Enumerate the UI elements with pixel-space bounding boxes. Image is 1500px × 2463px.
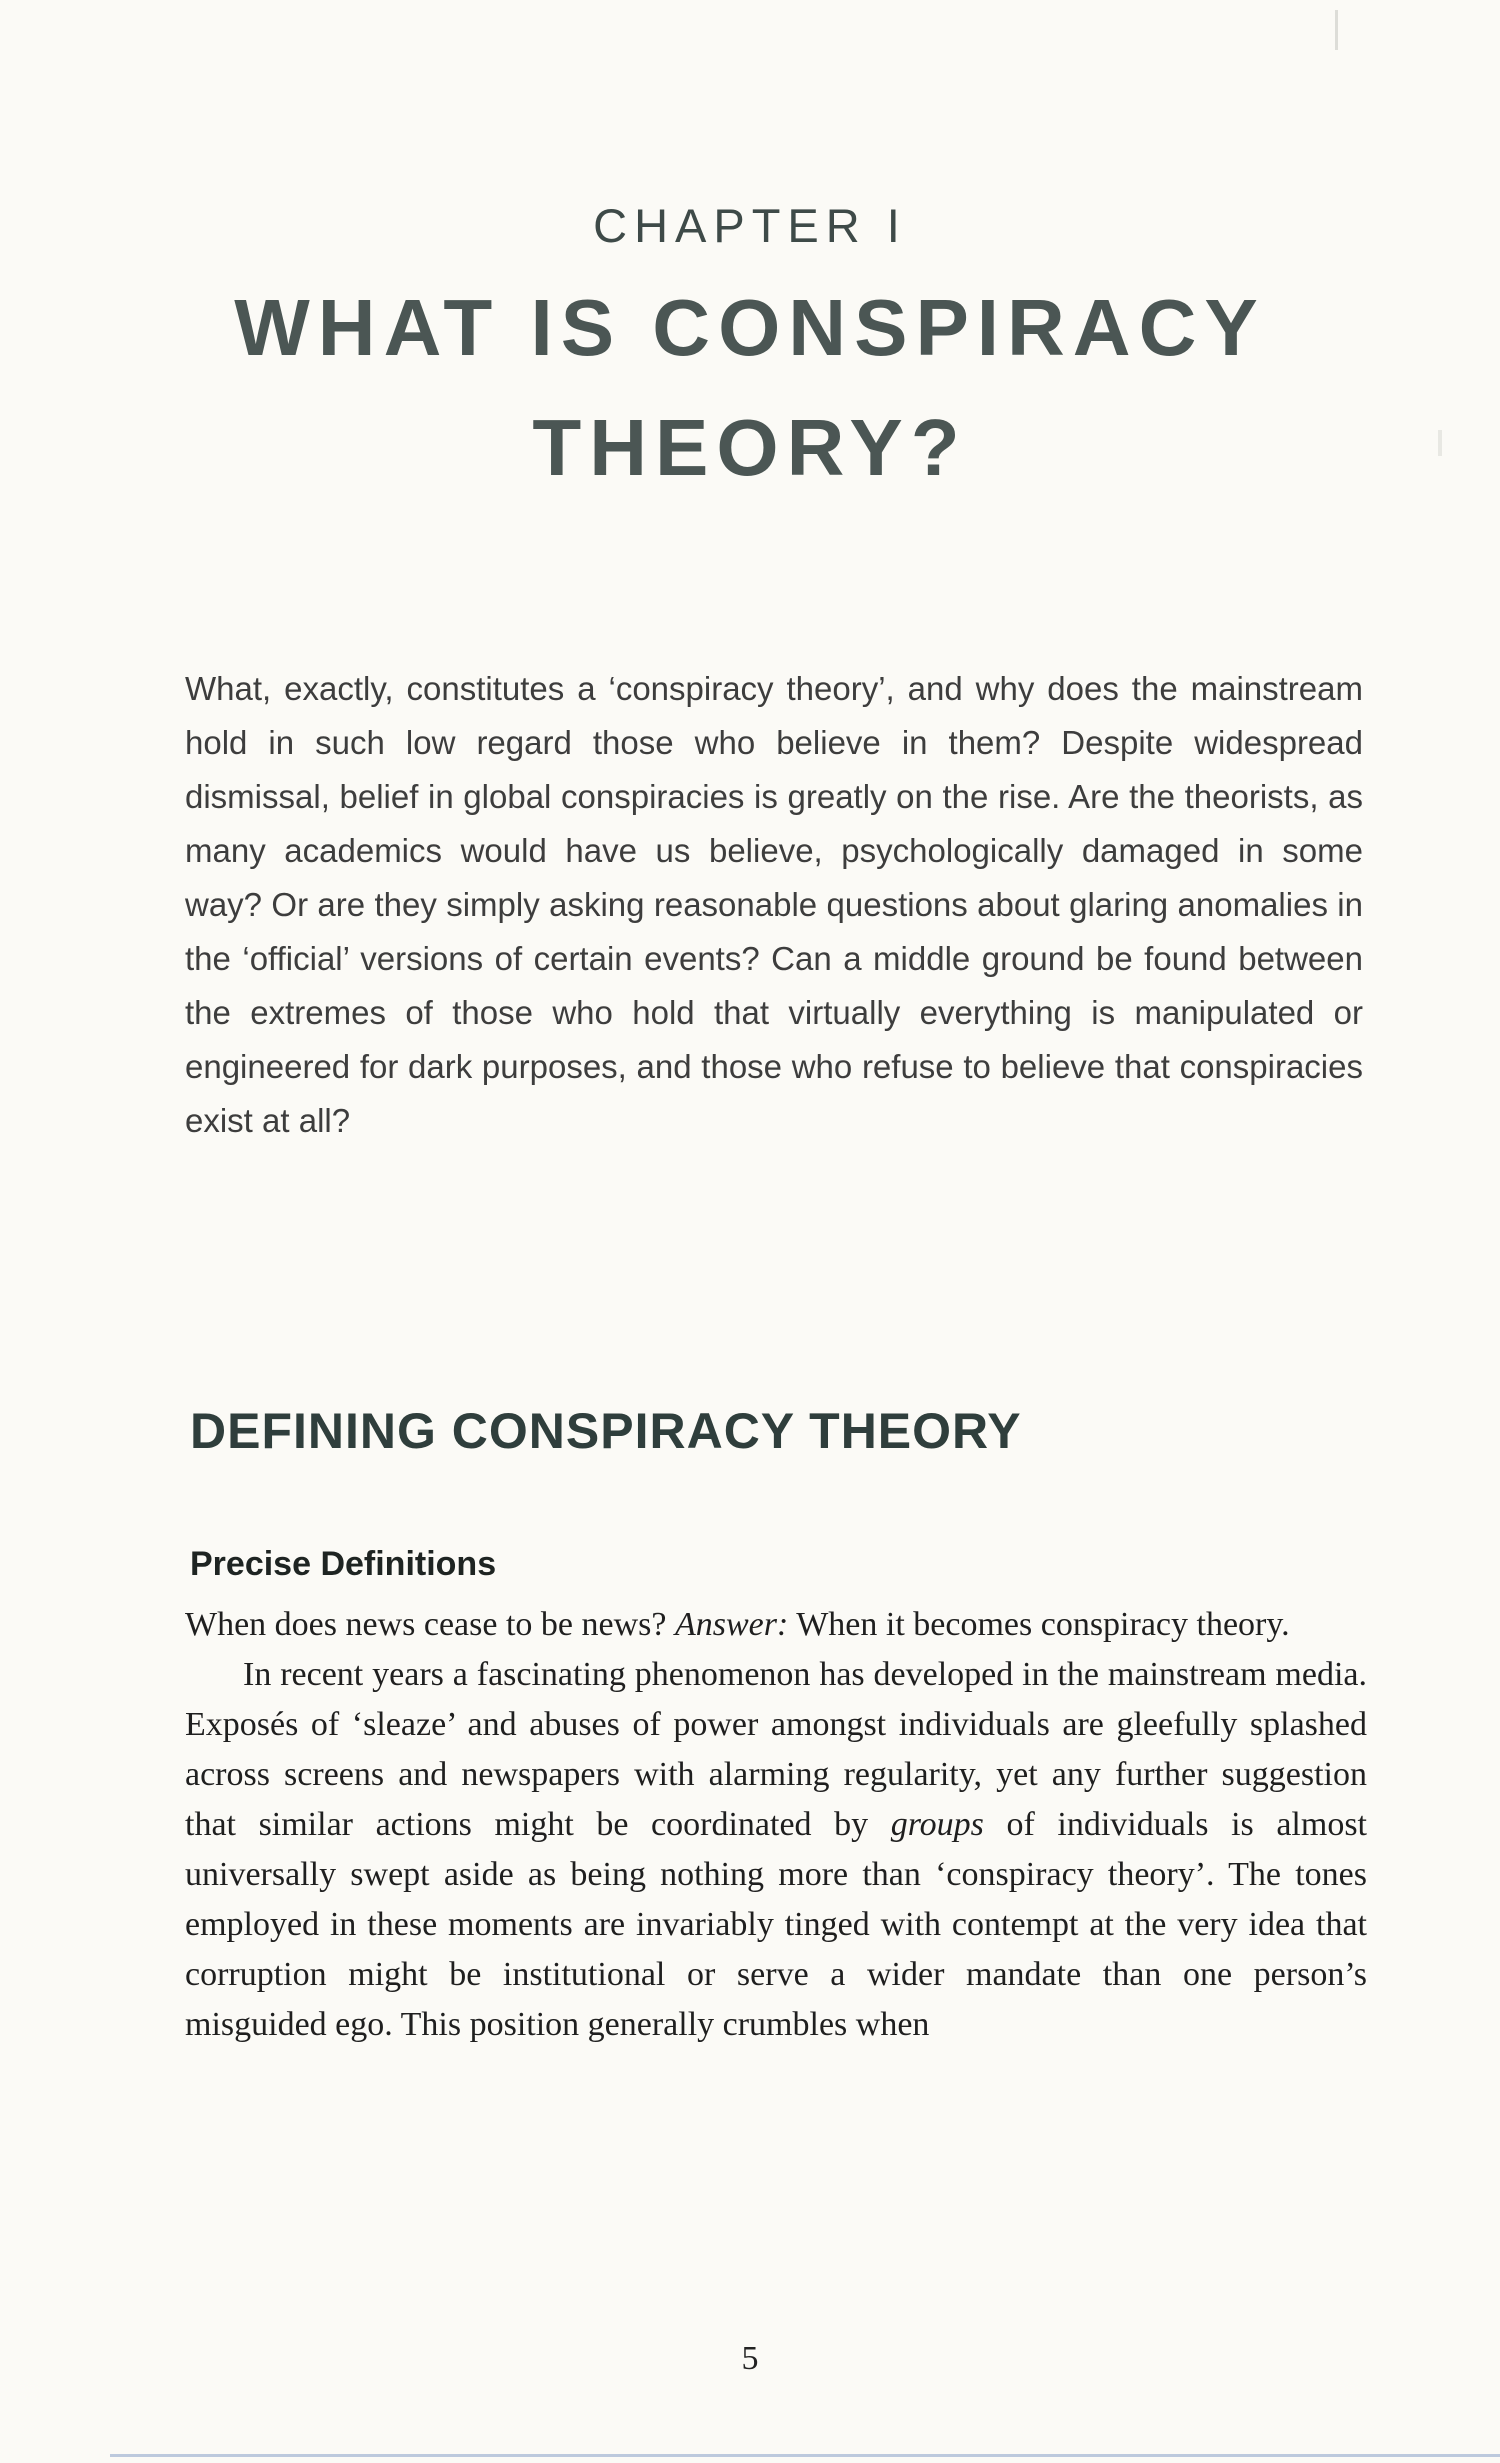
paragraph-2 [185,1650,1367,2050]
paragraph-1-text-after: When it becomes conspiracy theory. [788,1606,1290,1643]
section-heading: DEFINING CONSPIRACY THEORY [190,1403,1022,1459]
chapter-title [0,268,1500,508]
paragraph-2-text-after: of individuals is almost universally swept aside as being nothing more than ‘conspiracy theory’. The tones employed in these moments are invariably tinged with contempt at the very idea that corruption might be institutional or serve a wider mandate than one person’s misguided ego. This position generally crumbles when [185,1806,1367,2043]
chapter-title-line2: THEORY? [532,403,968,492]
chapter-label: CHAPTER I [593,199,907,252]
subsection-heading: Precise Definitions [190,1545,497,1583]
paragraph-1-italic-word: Answer: [674,1606,789,1643]
paragraph-2-text: In recent years a fascinating phenomenon has developed in the mainstream media. Exposés of ‘sleaze’ and abuses of power amongst individuals are gleefully splashed across screens and newspapers with alarming regularity, yet any further suggestion that similar actions might be coordinated by [185,1656,1367,1843]
page-number: 5 [741,2340,759,2377]
intro-paragraph: What, exactly, constitutes a ‘conspiracy theory’, and why does the mainstream hold in such low regard those who believe in them? Despite widespread dismissal, belief in global conspiracies is greatly on the rise. Are the theorists, as many academics would have us believe, psychologically damaged in some way? Or are they simply asking reasonable questions about glaring anomalies in the ‘official’ versions of certain events? Can a middle ground be found between the extremes of those who hold that virtually everything is manipulated or engineered for dark purposes, and those who refuse to believe that conspiracies exist at all? [185,670,1363,1139]
paragraph-2-italic-word: groups [890,1806,984,1843]
paragraph-1-text: When does news cease to be news? [185,1606,675,1643]
chapter-title-line1: WHAT IS CONSPIRACY [234,283,1266,372]
paragraph-1 [185,1600,1367,1650]
scan-artifact [1335,10,1338,50]
scan-edge-artifact [110,2454,1500,2457]
scan-artifact [1438,430,1442,456]
body-text [185,1600,1367,2050]
